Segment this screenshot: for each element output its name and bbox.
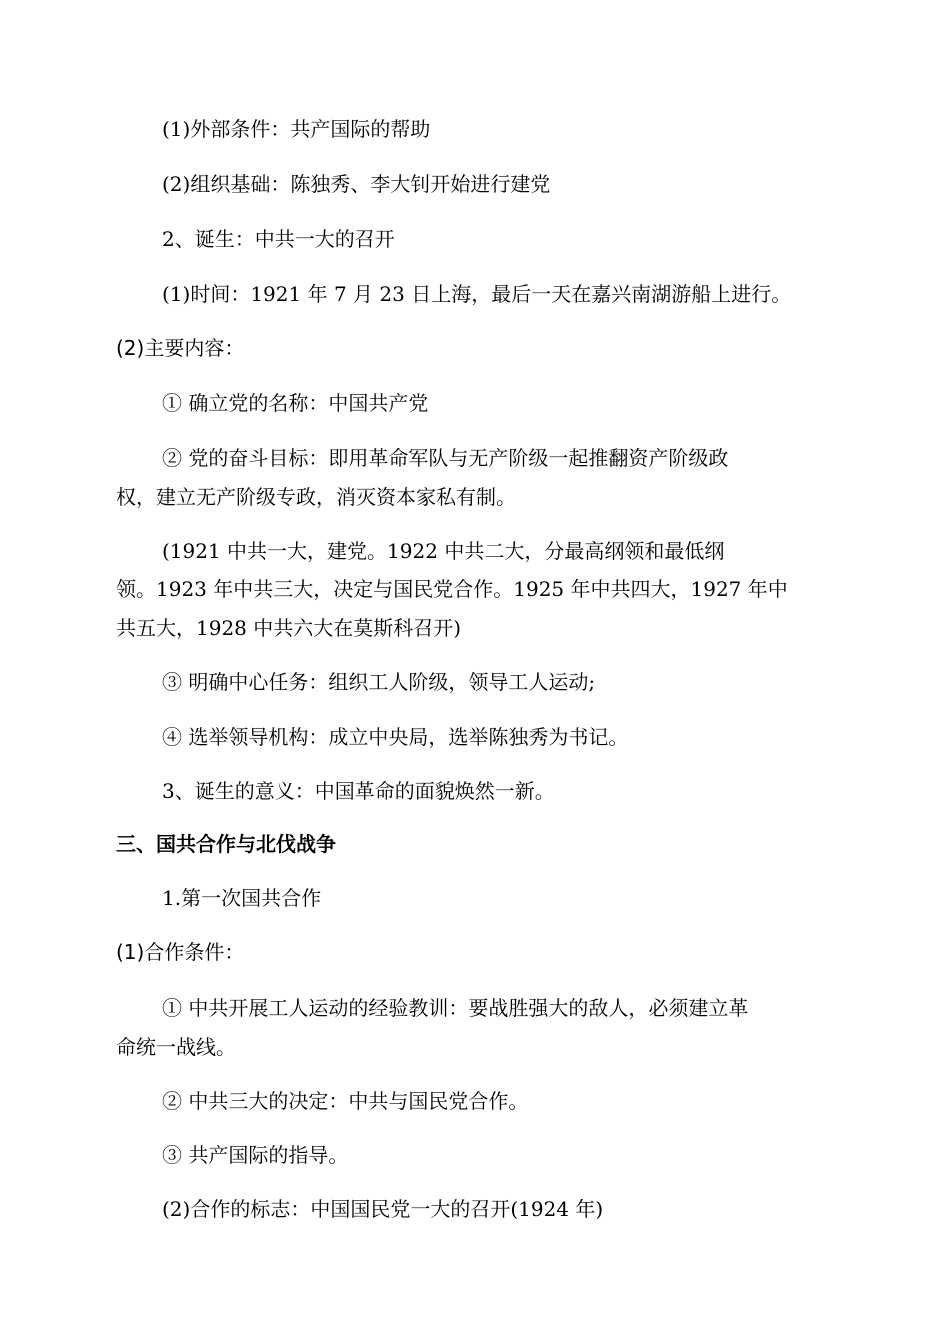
text-line-lessons-cont: 命统一战线。 <box>116 1035 236 1059</box>
text-line-congress-note-cont: 领。1923 年中共三大，决定与国民党合作。1925 年中共四大，1927 年中 <box>116 577 788 601</box>
text-line-time: (1)时间：1921 年 7 月 23 日上海，最后一天在嘉兴南湖游船上进行。 <box>162 282 792 306</box>
text-line-organizational-basis: (2)组织基础：陈独秀、李大钊开始进行建党 <box>162 172 551 196</box>
text-line-central-task: ③ 明确中心任务：组织工人阶级，领导工人运动; <box>162 670 596 694</box>
text-line-main-content: (2)主要内容： <box>116 336 245 360</box>
text-line-cooperation-sign: (2)合作的标志：中国国民党一大的召开(1924 年) <box>162 1197 604 1221</box>
text-line-party-goal: ② 党的奋斗目标：即用革命军队与无产阶级一起推翻资产阶级政 <box>162 446 729 470</box>
text-line-first-cooperation: 1.第一次国共合作 <box>162 886 322 910</box>
text-line-cooperation-conditions: (1)合作条件： <box>116 940 245 964</box>
text-line-leadership: ④ 选举领导机构：成立中央局，选举陈独秀为书记。 <box>162 725 629 749</box>
text-line-lessons: ① 中共开展工人运动的经验教训：要战胜强大的敌人，必须建立革 <box>162 996 749 1020</box>
text-line-congress-note-end: 共五大，1928 中共六大在莫斯科召开) <box>116 616 462 640</box>
text-line-comintern: ③ 共产国际的指导。 <box>162 1143 349 1167</box>
text-line-third-congress: ② 中共三大的决定：中共与国民党合作。 <box>162 1089 529 1113</box>
text-line-birth-heading: 2、诞生：中共一大的召开 <box>162 227 395 251</box>
text-line-congress-note: (1921 中共一大，建党。1922 中共二大，分最高纲领和最低纲 <box>162 539 725 563</box>
text-line-party-name: ① 确立党的名称：中国共产党 <box>162 391 429 415</box>
text-line-significance: 3、诞生的意义：中国革命的面貌焕然一新。 <box>162 779 555 803</box>
text-line-party-goal-cont: 权，建立无产阶级专政，消灭资本家私有制。 <box>116 485 516 509</box>
text-line-external-conditions: (1)外部条件：共产国际的帮助 <box>162 117 431 141</box>
section-heading-cooperation: 三、国共合作与北伐战争 <box>116 832 336 856</box>
